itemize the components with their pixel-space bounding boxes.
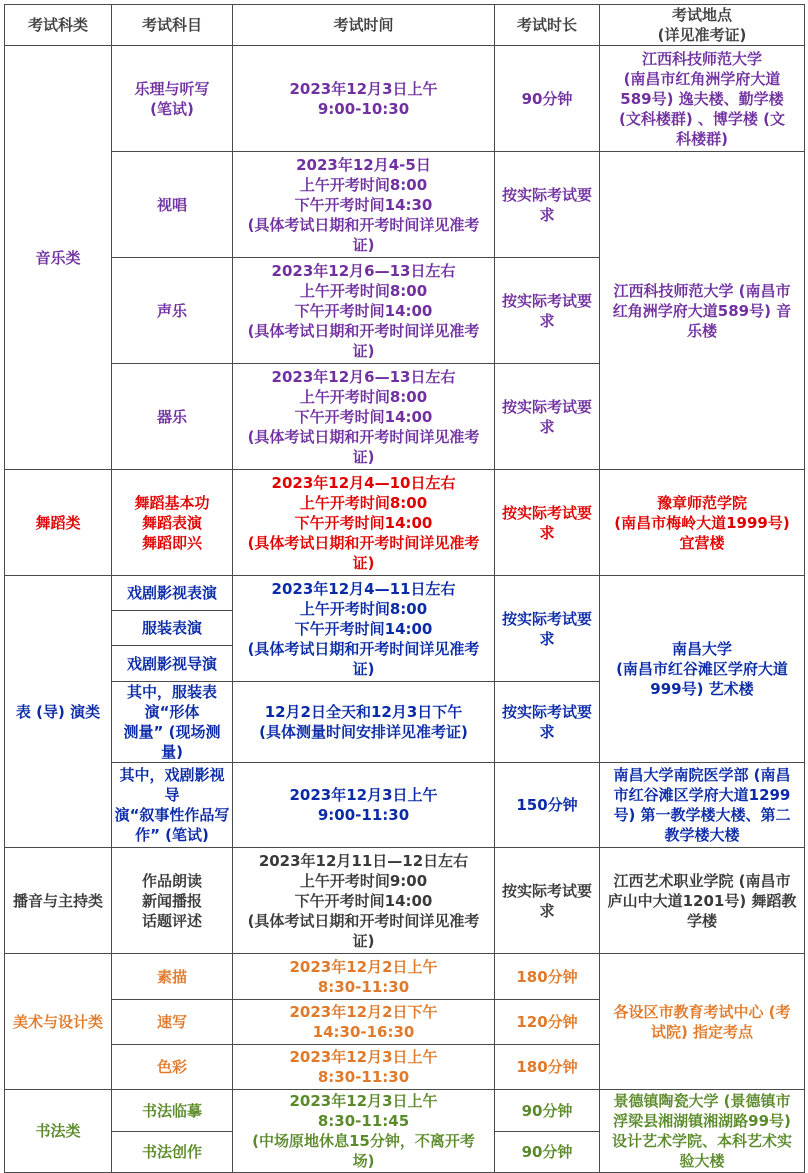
duration-dance: 按实际考试要 求 [495, 470, 600, 576]
subject-calligraphy-create: 书法创作 [112, 1132, 233, 1173]
time-broadcast: 2023年12月11日—12日左右 上午开考时间9:00 下午开考时间14:00 (具体考试日期和开考时间详见准考 证) [233, 848, 495, 954]
subject-dance: 舞蹈基本功 舞蹈表演 舞蹈即兴 [112, 470, 233, 576]
category-art: 美术与设计类 [5, 954, 112, 1090]
subject-sketch: 素描 [112, 954, 233, 1000]
duration-body-measurement: 按实际考试要 求 [495, 682, 600, 763]
duration-sight-singing: 按实际考试要 求 [495, 152, 600, 258]
table-row [5, 763, 805, 848]
table-row [5, 1090, 805, 1132]
time-quick-sketch: 2023年12月2日下午 14:30-16:30 [233, 1000, 495, 1045]
table-row [5, 470, 805, 576]
header-time: 考试时间 [233, 5, 495, 46]
subject-sight-singing: 视唱 [112, 152, 233, 258]
location-art: 各设区市教育考试中心 (考 试院) 指定考点 [600, 954, 805, 1090]
duration-narrative-writing: 150分钟 [495, 763, 600, 848]
duration-quick-sketch: 120分钟 [495, 1000, 600, 1045]
duration-calligraphy-copy: 90分钟 [495, 1090, 600, 1132]
location-narrative-writing: 南昌大学南院医学部 (南昌 市红谷滩区学府大道1299 号) 第一教学楼大楼、第二 教学楼大楼 [600, 763, 805, 848]
category-music: 音乐类 [5, 46, 112, 470]
duration-instrumental: 按实际考试要 求 [495, 364, 600, 470]
duration-vocal: 按实际考试要 求 [495, 258, 600, 364]
duration-broadcast: 按实际考试要 求 [495, 848, 600, 954]
time-theory: 2023年12月3日上午 9:00-10:30 [233, 46, 495, 152]
table-row [5, 152, 805, 258]
time-body-measurement: 12月2日全天和12月3日下午 (具体测量时间安排详见准考证) [233, 682, 495, 763]
subject-vocal: 声乐 [112, 258, 233, 364]
time-instrumental: 2023年12月6—13日左右 上午开考时间8:00 下午开考时间14:00 (具体考试日期和开考时间详见准考 证) [233, 364, 495, 470]
time-vocal: 2023年12月6—13日左右 上午开考时间8:00 下午开考时间14:00 (具体考试日期和开考时间详见准考 证) [233, 258, 495, 364]
header-category: 考试科类 [5, 5, 112, 46]
category-drama: 表 (导) 演类 [5, 576, 112, 848]
time-color: 2023年12月3日上午 8:30-11:30 [233, 1045, 495, 1090]
duration-sketch: 180分钟 [495, 954, 600, 1000]
time-calligraphy: 2023年12月3日上午 8:30-11:45 (中场原地休息15分钟，不离开考 场) [233, 1090, 495, 1173]
duration-drama: 按实际考试要 求 [495, 576, 600, 682]
location-dance: 豫章师范学院 (南昌市梅岭大道1999号) 宜营楼 [600, 470, 805, 576]
subject-broadcast: 作品朗读 新闻播报 话题评述 [112, 848, 233, 954]
subject-instrumental: 器乐 [112, 364, 233, 470]
time-sketch: 2023年12月2日上午 8:30-11:30 [233, 954, 495, 1000]
table-row [5, 848, 805, 954]
table-row [5, 576, 805, 611]
header-row [5, 5, 805, 46]
table-row [5, 46, 805, 152]
location-broadcast: 江西艺术职业学院 (南昌市 庐山中大道1201号) 舞蹈教 学楼 [600, 848, 805, 954]
header-duration: 考试时长 [495, 5, 600, 46]
time-drama: 2023年12月4—11日左右 上午开考时间8:00 下午开考时间14:00 (具体考试日期和开考时间详见准考 证) [233, 576, 495, 682]
subject-theory: 乐理与听写 (笔试) [112, 46, 233, 152]
header-location: 考试地点 (详见准考证) [600, 5, 805, 46]
subject-calligraphy-copy: 书法临摹 [112, 1090, 233, 1132]
location-calligraphy: 景德镇陶瓷大学 (景德镇市 浮梁县湘湖镇湘湖路99号) 设计艺术学院、本科艺术实 验大楼 [600, 1090, 805, 1173]
category-calligraphy: 书法类 [5, 1090, 112, 1173]
duration-theory: 90分钟 [495, 46, 600, 152]
subject-fashion-show: 服装表演 [112, 611, 233, 646]
category-dance: 舞蹈类 [5, 470, 112, 576]
time-sight-singing: 2023年12月4-5日 上午开考时间8:00 下午开考时间14:30 (具体考试日期和开考时间详见准考 证) [233, 152, 495, 258]
header-subject: 考试科目 [112, 5, 233, 46]
subject-color: 色彩 [112, 1045, 233, 1090]
subject-drama-directing: 戏剧影视导演 [112, 646, 233, 682]
time-dance: 2023年12月4—10日左右 上午开考时间8:00 下午开考时间14:00 (具体考试日期和开考时间详见准考 证) [233, 470, 495, 576]
category-broadcast: 播音与主持类 [5, 848, 112, 954]
subject-quick-sketch: 速写 [112, 1000, 233, 1045]
table-row [5, 954, 805, 1000]
time-narrative-writing: 2023年12月3日上午 9:00-11:30 [233, 763, 495, 848]
duration-color: 180分钟 [495, 1045, 600, 1090]
location-theory: 江西科技师范大学 (南昌市红角洲学府大道 589号) 逸夫楼、勤学楼 (文科楼群) 、博学楼 (文 科楼群) [600, 46, 805, 152]
subject-body-measurement: 其中，服装表演“形体 测量” (现场测量) [112, 682, 233, 763]
subject-drama-acting: 戏剧影视表演 [112, 576, 233, 611]
location-drama: 南昌大学 (南昌市红谷滩区学府大道 999号) 艺术楼 [600, 576, 805, 763]
subject-narrative-writing: 其中，戏剧影视导 演“叙事性作品写 作” (笔试) [112, 763, 233, 848]
duration-calligraphy-create: 90分钟 [495, 1132, 600, 1173]
exam-schedule-table [4, 4, 805, 1173]
location-music-performance: 江西科技师范大学 (南昌市 红角洲学府大道589号) 音 乐楼 [600, 152, 805, 470]
